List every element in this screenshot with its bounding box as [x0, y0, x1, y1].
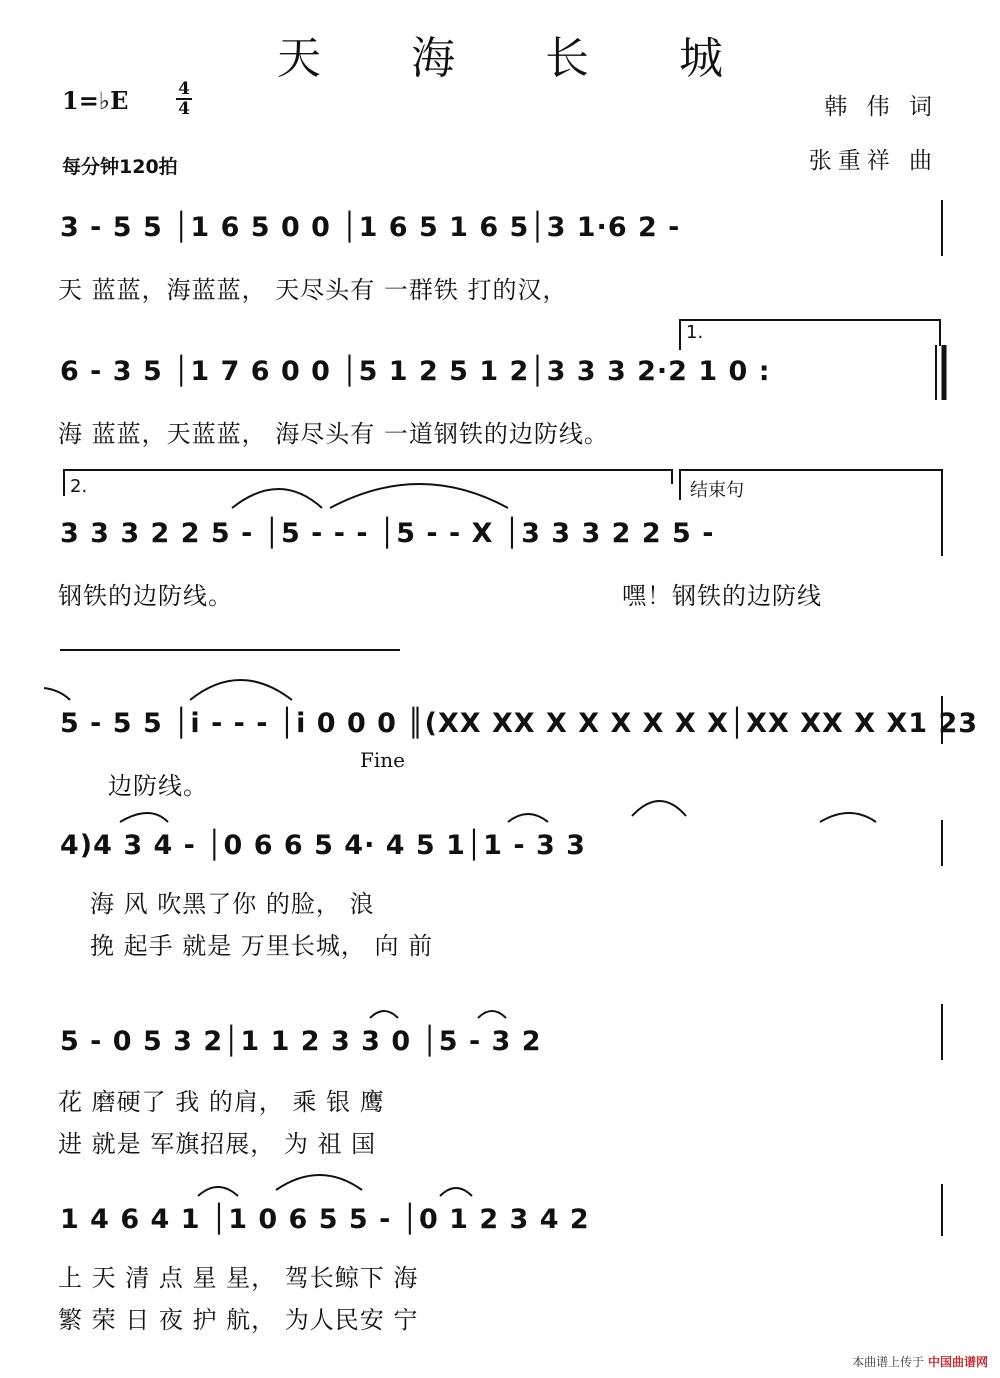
volta-1-label: 1.	[686, 322, 704, 343]
notation-line-7: 1 4 6 4 1 │1 0 6 5 5 - │0 1 2 3 4 2	[60, 1204, 590, 1235]
slur	[440, 1188, 472, 1196]
slur	[632, 801, 686, 816]
slur	[276, 1175, 362, 1190]
lyric-line-6-verse-2: 进 就是 军旗招展， 为 祖 国	[58, 1130, 377, 1158]
lyric-line-2: 海 蓝蓝，天蓝蓝， 海尽头有 一道钢铁的边防线。	[58, 420, 609, 448]
lyric-line-7-verse-2: 繁 荣 日 夜 护 航， 为人民安 宁	[58, 1306, 419, 1334]
notation-line-1: 3 - 5 5 │1 6 5 0 0 │1 6 5 1 6 5│3 1·6 2 -	[60, 212, 681, 243]
footer-credit	[852, 1353, 988, 1370]
lyricist-credit: 韩 伟 词	[824, 94, 938, 120]
fine-marking: Fine	[360, 748, 405, 772]
footer-text: 本曲谱上传于	[852, 1355, 925, 1369]
notation-line-2: 6 - 3 5 │1 7 6 0 0 │5 1 2 5 1 2│3 3 3 2·2 1 0 :	[60, 356, 771, 387]
lyric-line-6-verse-1: 花 磨硬了 我 的肩， 乘 银 鹰	[58, 1088, 385, 1116]
time-denominator: 4	[178, 99, 190, 119]
footer-brand: 中国曲谱网	[927, 1355, 988, 1369]
page-title: 天 海 长 城	[277, 33, 761, 84]
lyric-line-5-verse-2: 挽 起手 就是 万里长城， 向 前	[90, 932, 434, 960]
lyric-line-3a: 钢铁的边防线。	[58, 582, 233, 610]
slur	[370, 1011, 398, 1018]
volta-2-bracket	[64, 470, 672, 496]
tie-continuation	[44, 688, 70, 700]
volta-2-label: 2.	[70, 476, 88, 497]
slur	[198, 1187, 238, 1196]
notation-line-5: 4)4 3 4 - │0 6 6 5 4· 4 5 1│1 - 3 3	[60, 830, 586, 861]
time-numerator: 4	[178, 79, 190, 99]
slur	[820, 813, 876, 822]
lyric-line-1: 天 蓝蓝，海蓝蓝， 天尽头有 一群铁 打的汉，	[58, 276, 568, 304]
slur	[330, 484, 508, 508]
lyric-line-5-verse-1: 海 风 吹黑了你 的脸， 浪	[90, 890, 375, 918]
composer-credit: 张重祥 曲	[808, 148, 938, 174]
lyric-line-4: 边防线。	[108, 772, 208, 800]
key-signature: 1=♭E	[62, 86, 129, 115]
tempo-marking: 每分钟120拍	[62, 156, 178, 178]
notation-line-6: 5 - 0 5 3 2│1 1 2 3 3 0 │5 - 3 2	[60, 1026, 542, 1057]
slur	[232, 489, 322, 508]
slur	[478, 1011, 506, 1018]
lyric-line-3b: 嘿！钢铁的边防线	[622, 582, 822, 610]
slur	[190, 680, 292, 700]
lyric-line-7-verse-1: 上 天 清 点 星 星， 驾长鲸下 海	[58, 1264, 419, 1292]
slur	[508, 814, 548, 822]
time-signature	[176, 80, 192, 118]
slur	[120, 813, 168, 822]
ending-label: 结束句	[690, 480, 744, 501]
volta-1-bracket	[680, 320, 940, 350]
notation-line-4: 5 - 5 5 │i - - - │i 0 0 0 ║(XX XX X X X X X X│XX XX X X1 23	[60, 708, 979, 739]
notation-line-3: 3 3 3 2 2 5 - │5 - - - │5 - - X │3 3 3 2 2 5 -	[60, 518, 715, 549]
